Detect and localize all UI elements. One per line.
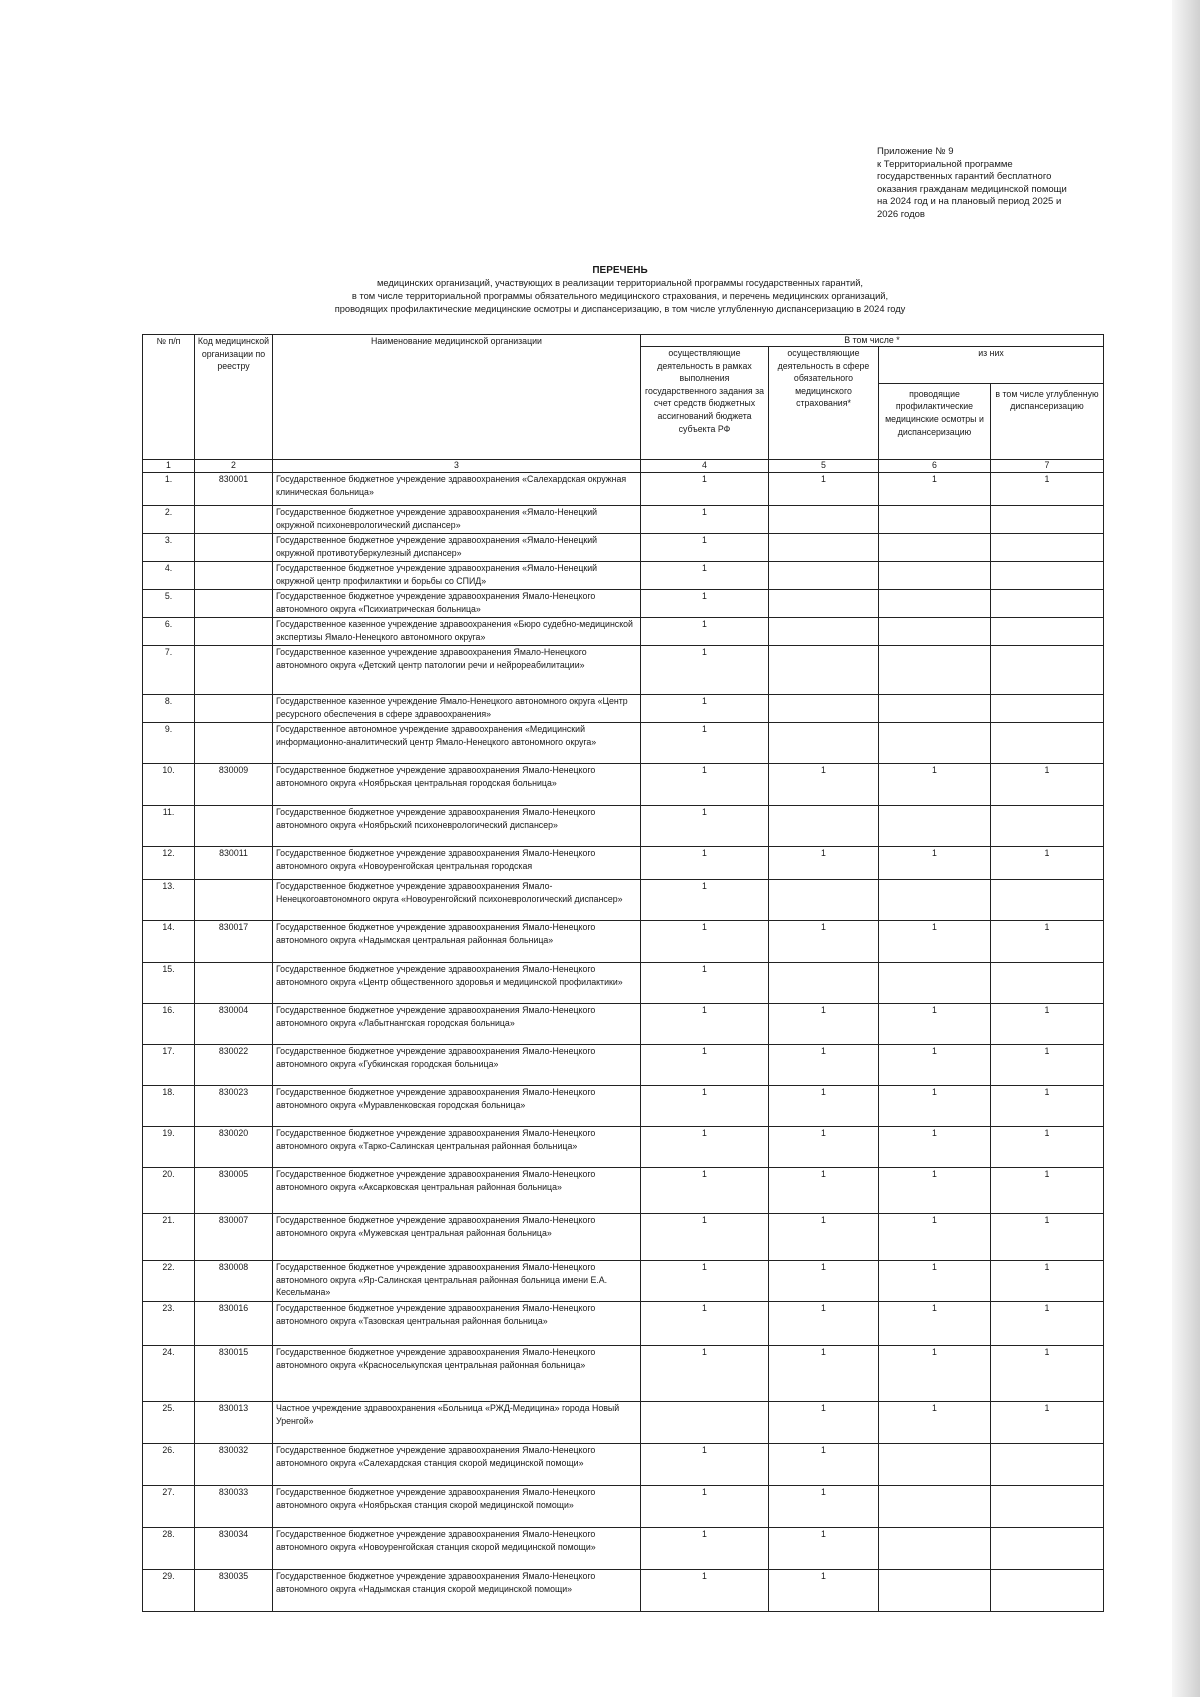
prof-flag — [879, 1528, 991, 1570]
organization-code: 830011 — [195, 847, 273, 880]
appendix-note — [877, 146, 1097, 221]
budget-flag: 1 — [641, 1127, 769, 1168]
budget-flag: 1 — [641, 562, 769, 590]
header-oms: осуществляющие деятельность в сфере обязательного медицинского страхования* — [769, 347, 879, 460]
budget-flag: 1 — [641, 1168, 769, 1214]
oms-flag — [769, 646, 879, 695]
organization-name: Государственное бюджетное учреждение здравоохранения Ямало-Ненецкого автономного округа «Надымская станция скорой медицинской помощи» — [273, 1570, 641, 1612]
organization-name: Государственное бюджетное учреждение здравоохранения Ямало-Ненецкого автономного округа «Новоуренгойская центральная городская — [273, 847, 641, 880]
prof-flag: 1 — [879, 1127, 991, 1168]
organization-name: Государственное бюджетное учреждение здравоохранения Ямало-Ненецкого автономного округа «Яр-Салинская центральная районная больница имени Е.А. Кесельмана» — [273, 1261, 641, 1302]
oms-flag: 1 — [769, 1302, 879, 1346]
oms-flag: 1 — [769, 1486, 879, 1528]
organization-name: Государственное казенное учреждение здравоохранения «Бюро судебно-медицинской экспертизы Ямало-Ненецкого автономного округа» — [273, 618, 641, 646]
table-row — [143, 473, 1104, 506]
row-number: 5. — [143, 590, 195, 618]
oms-flag: 1 — [769, 1086, 879, 1127]
organization-code: 830007 — [195, 1214, 273, 1261]
row-number: 24. — [143, 1346, 195, 1402]
budget-flag: 1 — [641, 963, 769, 1004]
row-number: 2. — [143, 506, 195, 534]
oms-flag — [769, 506, 879, 534]
prof-flag: 1 — [879, 1302, 991, 1346]
oms-flag — [769, 880, 879, 921]
organization-code — [195, 646, 273, 695]
header-of-them: из них — [879, 347, 1104, 384]
row-number: 1. — [143, 473, 195, 506]
deep-flag: 1 — [991, 1168, 1104, 1214]
budget-flag: 1 — [641, 618, 769, 646]
prof-flag — [879, 506, 991, 534]
row-number: 3. — [143, 534, 195, 562]
oms-flag: 1 — [769, 847, 879, 880]
column-number: 6 — [879, 460, 991, 473]
oms-flag — [769, 806, 879, 847]
budget-flag: 1 — [641, 506, 769, 534]
header-prof: проводящие профилактические медицинские осмотры и диспансеризацию — [879, 383, 991, 459]
organization-code — [195, 590, 273, 618]
prof-flag: 1 — [879, 1168, 991, 1214]
table-row — [143, 1127, 1104, 1168]
row-number: 8. — [143, 695, 195, 723]
table-row — [143, 1168, 1104, 1214]
organization-code: 830015 — [195, 1346, 273, 1402]
organization-code: 830005 — [195, 1168, 273, 1214]
prof-flag — [879, 590, 991, 618]
organization-code: 830016 — [195, 1302, 273, 1346]
column-number: 7 — [991, 460, 1104, 473]
deep-flag — [991, 1444, 1104, 1486]
organization-code: 830023 — [195, 1086, 273, 1127]
title-heading: ПЕРЕЧЕНЬ — [592, 265, 648, 276]
budget-flag: 1 — [641, 1045, 769, 1086]
header-name: Наименование медицинской организации — [273, 335, 641, 460]
row-number: 6. — [143, 618, 195, 646]
budget-flag — [641, 1402, 769, 1444]
budget-flag: 1 — [641, 723, 769, 764]
deep-flag — [991, 1486, 1104, 1528]
deep-flag — [991, 506, 1104, 534]
budget-flag: 1 — [641, 1486, 769, 1528]
row-number: 7. — [143, 646, 195, 695]
prof-flag: 1 — [879, 1261, 991, 1302]
prof-flag: 1 — [879, 1346, 991, 1402]
deep-flag: 1 — [991, 1261, 1104, 1302]
organization-name: Государственное бюджетное учреждение здравоохранения «Салехардская окружная клиническая больница» — [273, 473, 641, 506]
organization-name: Государственное бюджетное учреждение здравоохранения Ямало-Ненецкого автономного округа «Психиатрическая больница» — [273, 590, 641, 618]
organization-name: Государственное бюджетное учреждение здравоохранения Ямало-Ненецкого автономного округа «Мужевская центральная районная больница» — [273, 1214, 641, 1261]
row-number: 13. — [143, 880, 195, 921]
table-row — [143, 695, 1104, 723]
prof-flag: 1 — [879, 1214, 991, 1261]
table-row — [143, 1486, 1104, 1528]
table-row — [143, 1402, 1104, 1444]
oms-flag: 1 — [769, 1127, 879, 1168]
row-number: 29. — [143, 1570, 195, 1612]
appendix-line: на 2024 год и на плановый период 2025 и — [877, 196, 1062, 207]
deep-flag: 1 — [991, 1302, 1104, 1346]
organization-code: 830008 — [195, 1261, 273, 1302]
organization-code — [195, 963, 273, 1004]
organization-name: Государственное бюджетное учреждение здравоохранения Ямало-Ненецкого автономного округа «Аксарковская центральная районная больница» — [273, 1168, 641, 1214]
budget-flag: 1 — [641, 1444, 769, 1486]
budget-flag: 1 — [641, 695, 769, 723]
header-code: Код медицинской организации по реестру — [195, 335, 273, 460]
prof-flag — [879, 723, 991, 764]
oms-flag: 1 — [769, 1402, 879, 1444]
organization-code — [195, 618, 273, 646]
organization-name: Государственное бюджетное учреждение здравоохранения Ямало-Ненецкого автономного округа «Лабытнангская городская больница» — [273, 1004, 641, 1045]
table-row — [143, 618, 1104, 646]
budget-flag: 1 — [641, 1261, 769, 1302]
row-number: 10. — [143, 764, 195, 806]
oms-flag — [769, 534, 879, 562]
oms-flag: 1 — [769, 1045, 879, 1086]
table-row — [143, 646, 1104, 695]
budget-flag: 1 — [641, 921, 769, 963]
oms-flag: 1 — [769, 1528, 879, 1570]
column-number: 2 — [195, 460, 273, 473]
oms-flag: 1 — [769, 921, 879, 963]
row-number: 28. — [143, 1528, 195, 1570]
deep-flag: 1 — [991, 1127, 1104, 1168]
prof-flag: 1 — [879, 1402, 991, 1444]
organization-name: Государственное бюджетное учреждение здравоохранения Ямало-Ненецкого автономного округа «Ноябрьская центральная городская больница» — [273, 764, 641, 806]
organization-name: Частное учреждение здравоохранения «Больница «РЖД-Медицина» города Новый Уренгой» — [273, 1402, 641, 1444]
budget-flag: 1 — [641, 847, 769, 880]
organization-code: 830034 — [195, 1528, 273, 1570]
oms-flag: 1 — [769, 764, 879, 806]
header-num: № п/п — [143, 335, 195, 460]
oms-flag: 1 — [769, 1444, 879, 1486]
organization-code: 830001 — [195, 473, 273, 506]
table-row — [143, 806, 1104, 847]
table-row — [143, 590, 1104, 618]
organization-code — [195, 806, 273, 847]
deep-flag: 1 — [991, 473, 1104, 506]
organization-name: Государственное бюджетное учреждение здравоохранения Ямало-Ненецкого автономного округа «Красноселькупская центральная районная больница» — [273, 1346, 641, 1402]
prof-flag: 1 — [879, 921, 991, 963]
deep-flag — [991, 534, 1104, 562]
prof-flag — [879, 534, 991, 562]
prof-flag — [879, 562, 991, 590]
oms-flag — [769, 618, 879, 646]
organization-name: Государственное бюджетное учреждение здравоохранения Ямало-Ненецкого автономного округа «Центр общественного здоровья и медицинской профилактики» — [273, 963, 641, 1004]
organization-code: 830009 — [195, 764, 273, 806]
organization-code — [195, 562, 273, 590]
organization-code: 830035 — [195, 1570, 273, 1612]
deep-flag: 1 — [991, 1045, 1104, 1086]
table-row — [143, 1004, 1104, 1045]
organization-code — [195, 695, 273, 723]
row-number: 14. — [143, 921, 195, 963]
budget-flag: 1 — [641, 1302, 769, 1346]
oms-flag: 1 — [769, 1004, 879, 1045]
column-number: 3 — [273, 460, 641, 473]
organization-name: Государственное бюджетное учреждение здравоохранения Ямало-Ненецкого автономного округа «Ноябрьский психоневрологический диспансер» — [273, 806, 641, 847]
row-number: 9. — [143, 723, 195, 764]
header-deep: в том числе углубленную диспансеризацию — [991, 383, 1104, 459]
table-row — [143, 880, 1104, 921]
organization-code — [195, 723, 273, 764]
budget-flag: 1 — [641, 1004, 769, 1045]
header-including: В том числе * — [641, 335, 1104, 347]
organization-code: 830017 — [195, 921, 273, 963]
organization-name: Государственное бюджетное учреждение здравоохранения Ямало-Ненецкого автономного округа «Тарко-Салинская центральная районная больница» — [273, 1127, 641, 1168]
oms-flag — [769, 590, 879, 618]
budget-flag: 1 — [641, 1346, 769, 1402]
organization-code: 830013 — [195, 1402, 273, 1444]
table-row — [143, 1214, 1104, 1261]
organization-name: Государственное бюджетное учреждение здравоохранения «Ямало-Ненецкий окружной центр профилактики и борьбы со СПИД» — [273, 562, 641, 590]
deep-flag: 1 — [991, 847, 1104, 880]
prof-flag — [879, 646, 991, 695]
column-number: 5 — [769, 460, 879, 473]
row-number: 27. — [143, 1486, 195, 1528]
table-row — [143, 1302, 1104, 1346]
oms-flag — [769, 562, 879, 590]
deep-flag — [991, 695, 1104, 723]
budget-flag: 1 — [641, 590, 769, 618]
table-row — [143, 534, 1104, 562]
deep-flag: 1 — [991, 1346, 1104, 1402]
organization-code: 830033 — [195, 1486, 273, 1528]
table-row — [143, 1261, 1104, 1302]
title-line: медицинских организаций, участвующих в реализации территориальной программы государственных гарантий, — [377, 278, 863, 288]
deep-flag: 1 — [991, 764, 1104, 806]
deep-flag: 1 — [991, 921, 1104, 963]
deep-flag — [991, 806, 1104, 847]
budget-flag: 1 — [641, 646, 769, 695]
appendix-line: Приложение № 9 — [877, 146, 954, 157]
table-row — [143, 764, 1104, 806]
table-row — [143, 847, 1104, 880]
organization-name: Государственное бюджетное учреждение здравоохранения Ямало-Ненецкогоавтономного округа «Новоуренгойский психоневрологический диспансер» — [273, 880, 641, 921]
table-row — [143, 1086, 1104, 1127]
oms-flag — [769, 723, 879, 764]
organization-code — [195, 534, 273, 562]
deep-flag — [991, 590, 1104, 618]
deep-flag — [991, 1570, 1104, 1612]
organizations-table — [142, 334, 1104, 1612]
prof-flag — [879, 1444, 991, 1486]
organization-name: Государственное казенное учреждение Ямало-Ненецкого автономного округа «Центр ресурсного обеспечения в сфере здравоохранения» — [273, 695, 641, 723]
budget-flag: 1 — [641, 1570, 769, 1612]
organization-code: 830004 — [195, 1004, 273, 1045]
deep-flag: 1 — [991, 1214, 1104, 1261]
organization-name: Государственное бюджетное учреждение здравоохранения Ямало-Ненецкого автономного округа «Ноябрьская станция скорой медицинской помощи» — [273, 1486, 641, 1528]
oms-flag: 1 — [769, 1214, 879, 1261]
row-number: 23. — [143, 1302, 195, 1346]
organization-name: Государственное бюджетное учреждение здравоохранения Ямало-Ненецкого автономного округа «Муравленковская городская больница» — [273, 1086, 641, 1127]
title-line: проводящих профилактические медицинские осмотры и диспансеризацию, в том числе углубленную диспансеризацию в 2024 году — [334, 304, 906, 314]
row-number: 12. — [143, 847, 195, 880]
table-row — [143, 921, 1104, 963]
organization-code: 830020 — [195, 1127, 273, 1168]
prof-flag — [879, 880, 991, 921]
budget-flag: 1 — [641, 806, 769, 847]
row-number: 17. — [143, 1045, 195, 1086]
oms-flag: 1 — [769, 1570, 879, 1612]
table-row — [143, 1528, 1104, 1570]
table-row — [143, 963, 1104, 1004]
oms-flag: 1 — [769, 1346, 879, 1402]
deep-flag — [991, 618, 1104, 646]
budget-flag: 1 — [641, 764, 769, 806]
prof-flag: 1 — [879, 1004, 991, 1045]
organization-code — [195, 506, 273, 534]
prof-flag — [879, 695, 991, 723]
column-number: 4 — [641, 460, 769, 473]
organization-name: Государственное бюджетное учреждение здравоохранения «Ямало-Ненецкий окружной противотуберкулезный диспансер» — [273, 534, 641, 562]
deep-flag — [991, 646, 1104, 695]
deep-flag — [991, 963, 1104, 1004]
organization-name: Государственное казенное учреждение здравоохранения Ямало-Ненецкого автономного округа «Детский центр патологии речи и нейрореабилитации» — [273, 646, 641, 695]
organization-code — [195, 880, 273, 921]
row-number: 18. — [143, 1086, 195, 1127]
organization-code: 830032 — [195, 1444, 273, 1486]
oms-flag — [769, 695, 879, 723]
table-row — [143, 1570, 1104, 1612]
table-row — [143, 1444, 1104, 1486]
appendix-line: 2026 годов — [877, 208, 925, 220]
budget-flag: 1 — [641, 880, 769, 921]
row-number: 15. — [143, 963, 195, 1004]
prof-flag — [879, 806, 991, 847]
table-row — [143, 1045, 1104, 1086]
organization-name: Государственное бюджетное учреждение здравоохранения Ямало-Ненецкого автономного округа «Салехардская станция скорой медицинской помощи» — [273, 1444, 641, 1486]
budget-flag: 1 — [641, 1086, 769, 1127]
prof-flag — [879, 1486, 991, 1528]
row-number: 22. — [143, 1261, 195, 1302]
table-row — [143, 723, 1104, 764]
budget-flag: 1 — [641, 1528, 769, 1570]
deep-flag: 1 — [991, 1086, 1104, 1127]
deep-flag — [991, 1528, 1104, 1570]
deep-flag — [991, 880, 1104, 921]
deep-flag — [991, 562, 1104, 590]
prof-flag: 1 — [879, 473, 991, 506]
row-number: 21. — [143, 1214, 195, 1261]
table-row — [143, 562, 1104, 590]
organization-name: Государственное автономное учреждение здравоохранения «Медицинский информационно-аналитический центр Ямало-Ненецкого автономного округа» — [273, 723, 641, 764]
table-row — [143, 1346, 1104, 1402]
oms-flag: 1 — [769, 1261, 879, 1302]
title-line: в том числе территориальной программы обязательного медицинского страхования, и перечень медицинских организаций, — [351, 291, 889, 301]
row-number: 16. — [143, 1004, 195, 1045]
budget-flag: 1 — [641, 1214, 769, 1261]
row-number: 11. — [143, 806, 195, 847]
prof-flag — [879, 618, 991, 646]
prof-flag: 1 — [879, 847, 991, 880]
row-number: 26. — [143, 1444, 195, 1486]
row-number: 19. — [143, 1127, 195, 1168]
organization-name: Государственное бюджетное учреждение здравоохранения Ямало-Ненецкого автономного округа «Новоуренгойская станция скорой медицинской помощи» — [273, 1528, 641, 1570]
page-edge-shadow — [1172, 0, 1200, 1697]
budget-flag: 1 — [641, 534, 769, 562]
organization-code: 830022 — [195, 1045, 273, 1086]
organization-name: Государственное бюджетное учреждение здравоохранения Ямало-Ненецкого автономного округа «Губкинская городская больница» — [273, 1045, 641, 1086]
prof-flag: 1 — [879, 764, 991, 806]
table-row — [143, 506, 1104, 534]
prof-flag — [879, 1570, 991, 1612]
appendix-line: оказания гражданам медицинской помощи — [877, 183, 1067, 195]
deep-flag: 1 — [991, 1004, 1104, 1045]
organization-name: Государственное бюджетное учреждение здравоохранения «Ямало-Ненецкий окружной психоневрологический диспансер» — [273, 506, 641, 534]
row-number: 25. — [143, 1402, 195, 1444]
prof-flag — [879, 963, 991, 1004]
column-number: 1 — [143, 460, 195, 473]
header-budget: осуществляющие деятельность в рамках выполнения государственного задания за счет средств бюджетных ассигнований бюджета субъекта РФ — [641, 347, 769, 460]
prof-flag: 1 — [879, 1045, 991, 1086]
oms-flag: 1 — [769, 473, 879, 506]
row-number: 20. — [143, 1168, 195, 1214]
oms-flag — [769, 963, 879, 1004]
appendix-line: государственных гарантий бесплатного — [877, 171, 1052, 182]
appendix-line: к Территориальной программе — [877, 158, 1013, 170]
deep-flag: 1 — [991, 1402, 1104, 1444]
organization-name: Государственное бюджетное учреждение здравоохранения Ямало-Ненецкого автономного округа «Надымская центральная районная больница» — [273, 921, 641, 963]
deep-flag — [991, 723, 1104, 764]
document-title — [140, 264, 1100, 316]
oms-flag: 1 — [769, 1168, 879, 1214]
organization-name: Государственное бюджетное учреждение здравоохранения Ямало-Ненецкого автономного округа «Тазовская центральная районная больница» — [273, 1302, 641, 1346]
prof-flag: 1 — [879, 1086, 991, 1127]
row-number: 4. — [143, 562, 195, 590]
budget-flag: 1 — [641, 473, 769, 506]
